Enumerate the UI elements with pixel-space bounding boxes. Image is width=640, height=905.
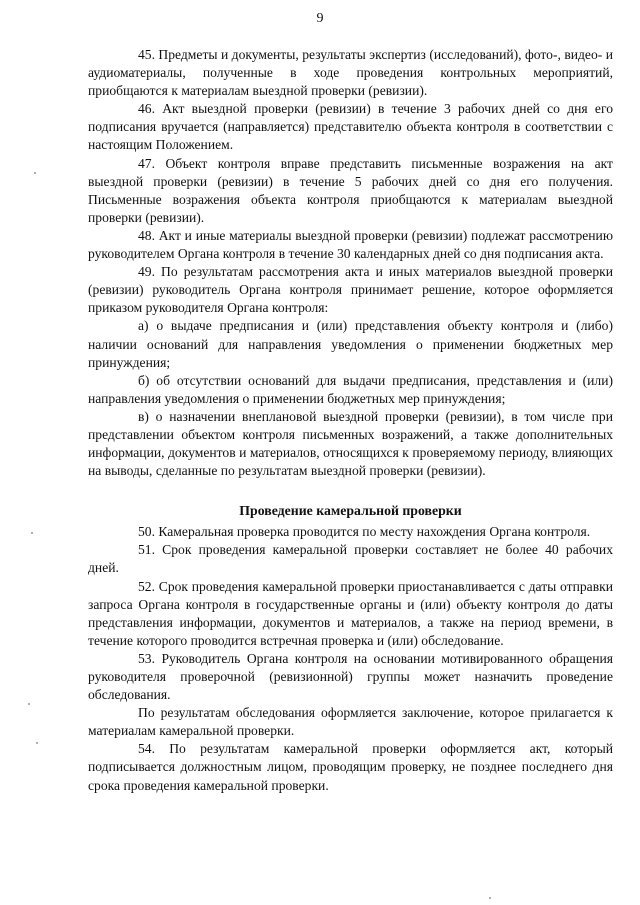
paragraph-51: 51. Срок проведения камеральной проверки составляет не более 40 рабочих дней. <box>88 542 613 576</box>
paragraph-49-a: а) о выдаче предписания и (или) представления объекту контроля и (либо) наличии оснований для направления уведомления о применении бюджетных мер принуждения; <box>88 318 613 370</box>
paragraph-49: 49. По результатам рассмотрения акта и иных материалов выездной проверки (ревизии) руководитель Органа контроля принимает решение, которое оформляется приказом руководителя Органа контроля: <box>88 264 613 316</box>
paragraph-47: 47. Объект контроля вправе представить письменные возражения на акт выездной проверки (ревизии) в течение 5 рабочих дней со дня его получения. Письменные возражения объекта контроля приобщаются к материалам выездной проверки (ревизии). <box>88 155 613 225</box>
scan-speck <box>28 703 30 705</box>
scan-speck <box>36 742 38 744</box>
scan-speck <box>489 897 491 899</box>
paragraph-53-conclusion: По результатам обследования оформляется заключение, которое прилагается к материалам камеральной проверки. <box>88 705 613 739</box>
scan-speck <box>31 532 33 534</box>
paragraph-46: 46. Акт выездной проверки (ревизии) в течение 3 рабочих дней со дня его подписания вручается (направляется) представителю объекта контроля в соответствии с настоящим Положением. <box>88 101 613 153</box>
paragraph-48: 48. Акт и иные материалы выездной проверки (ревизии) подлежат рассмотрению руководителем Органа контроля в течение 30 календарных дней со дня подписания акта. <box>88 227 613 262</box>
paragraph-49-c: в) о назначении внеплановой выездной проверки (ревизии), в том числе при представлении объектом контроля письменных возражений, а также дополнительных информации, документов и материалов, относящихся к проверяемому периоду, влияющих на выводы, сделанные по результатам выездной проверки (ревизии). <box>88 408 613 479</box>
document-body <box>88 46 613 795</box>
section-title: Проведение камеральной проверки <box>239 503 462 519</box>
paragraph-52: 52. Срок проведения камеральной проверки приостанавливается с даты отправки запроса Органа контроля в государственные органы и (или) объекту контроля до даты представления информации, документов и материалов, а также на период времени, в течение которого проводится встречная проверка и (или) обследование. <box>88 578 613 648</box>
scan-speck <box>34 172 36 174</box>
paragraph-49-b: б) об отсутствии оснований для выдачи предписания, представления и (или) направления уведомления о применении бюджетных мер принуждения; <box>88 372 613 406</box>
paragraph-54: 54. По результатам камеральной проверки оформляется акт, который подписывается должностным лицом, проводящим проверку, не позднее последнего дня срока проведения камеральной проверки. <box>88 741 613 793</box>
paragraph-45: 45. Предметы и документы, результаты экспертиз (исследований), фото-, видео- и аудиоматериалы, полученные в ходе проведения контрольных мероприятий, приобщаются к материалам выездной проверки (ревизии). <box>88 47 613 99</box>
paragraph-50: 50. Камеральная проверка проводится по месту нахождения Органа контроля. <box>138 524 591 540</box>
paragraph-53: 53. Руководитель Органа контроля на основании мотивированного обращения руководителя проверочной (ревизионной) группы может назначить проведение обследования. <box>88 650 613 703</box>
page-number: 9 <box>316 11 324 26</box>
